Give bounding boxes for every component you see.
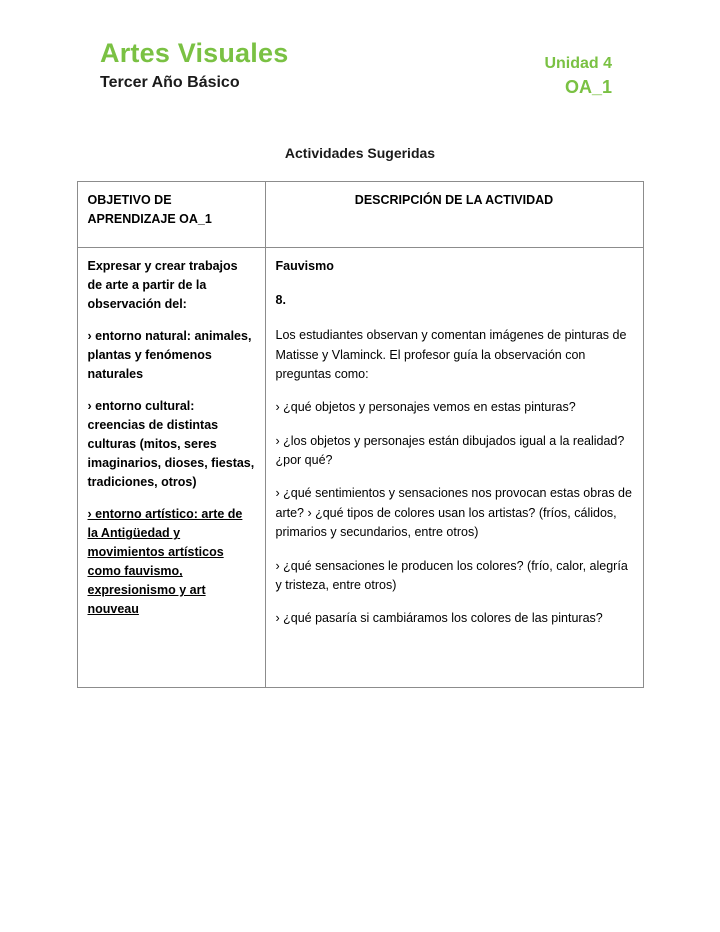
page-title: Artes Visuales — [100, 38, 289, 68]
objective-paragraph-2: › entorno cultural: creencias de distintas culturas (mitos, seres imaginarios, dioses, fiestas, tradiciones, otros) — [87, 399, 255, 490]
column-header-objective: OBJETIVO DE APRENDIZAJE OA_1 — [77, 182, 265, 248]
description-question-0: › ¿qué objetos y personajes vemos en estas pinturas? — [275, 400, 576, 415]
description-cell — [265, 248, 643, 688]
objective-paragraph-3: › entorno artístico: arte de la Antigüedad y movimientos artísticos como fauvismo, expresionismo y art nouveau — [87, 507, 243, 617]
unit-label: Unidad 4 — [544, 55, 612, 72]
description-question-2: › ¿qué sentimientos y sensaciones nos provocan estas obras de arte? › ¿qué tipos de colores usan los artistas? (fríos, cálidos, primarios y secundarios, entre otros) — [275, 486, 632, 540]
table-row — [77, 248, 643, 688]
objective-cell — [77, 248, 265, 688]
description-question-4: › ¿qué pasaría si cambiáramos los colores de las pinturas? — [275, 611, 603, 626]
objective-paragraph-0: Expresar y crear trabajos de arte a partir de la observación del: — [87, 259, 238, 312]
section-title: Actividades Sugeridas — [284, 145, 436, 162]
column-header-description: DESCRIPCIÓN DE LA ACTIVIDAD — [265, 182, 643, 248]
description-question-1: › ¿los objetos y personajes están dibujados igual a la realidad? ¿por qué? — [275, 433, 625, 468]
description-heading: Fauvismo — [275, 259, 334, 274]
description-intro: Los estudiantes observan y comentan imágenes de pinturas de Matisse y Vlaminck. El profesor guía la observación con preguntas como: — [275, 328, 627, 381]
header-left-group — [100, 38, 288, 92]
document-header — [0, 0, 720, 99]
objective-paragraph-1: › entorno natural: animales, plantas y fenómenos naturales — [87, 329, 252, 382]
header-right-group — [544, 38, 612, 99]
description-question-3: › ¿qué sensaciones le producen los colores? (frío, calor, alegría y tristeza, entre otros) — [275, 558, 628, 592]
table-header-row — [77, 182, 643, 248]
description-number: 8. — [275, 292, 286, 307]
page-subtitle: Tercer Año Básico — [100, 74, 240, 92]
activities-table — [77, 181, 644, 688]
oa-label: OA_1 — [564, 77, 612, 98]
